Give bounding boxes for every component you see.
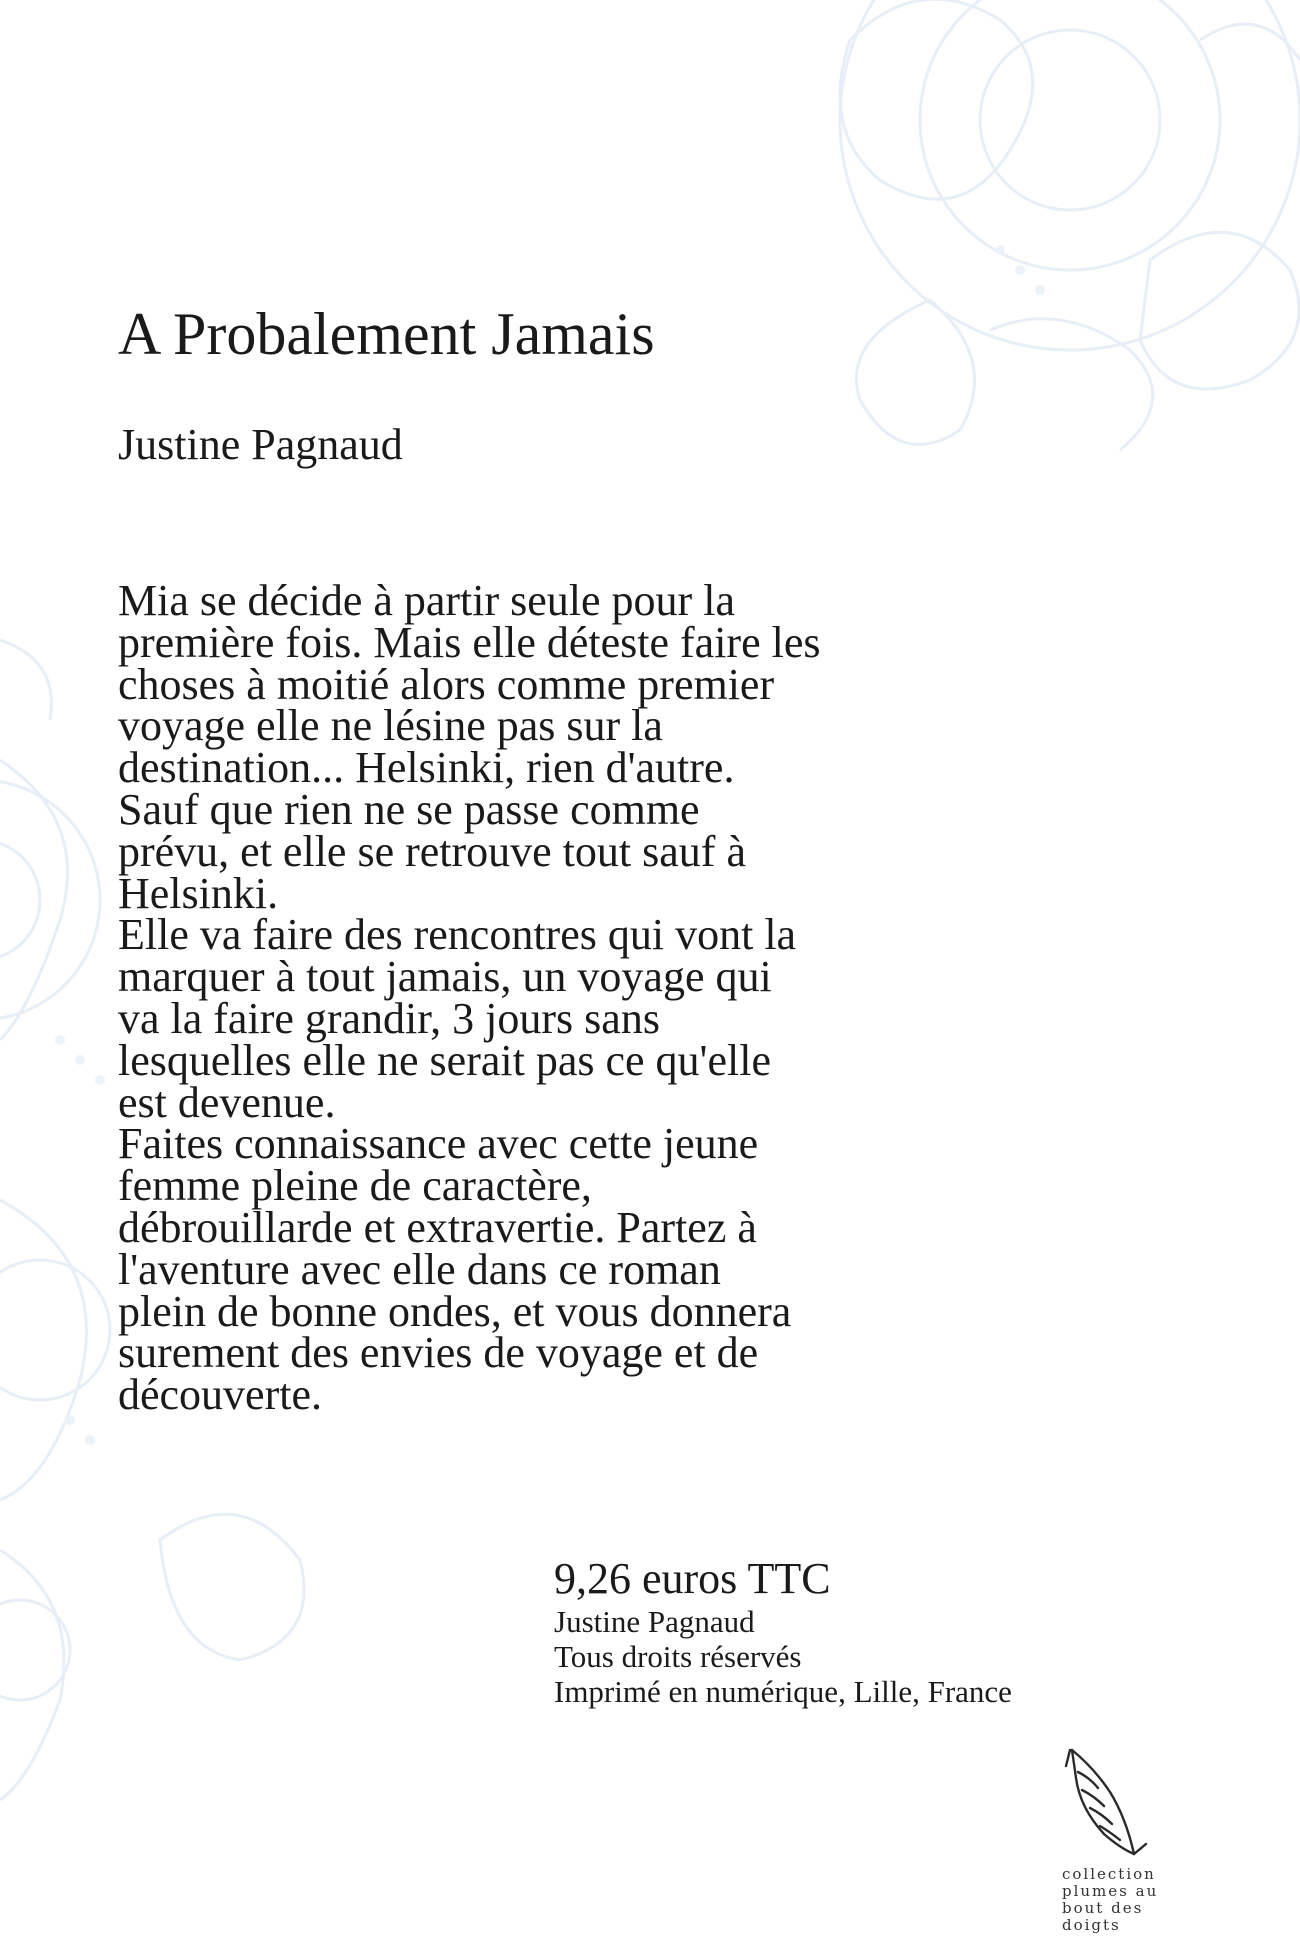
blurb-line: choses à moitié alors comme premier — [118, 659, 775, 709]
blurb-line: plein de bonne ondes, et vous donnera — [118, 1286, 792, 1336]
blurb-line: voyage elle ne lésine pas sur la — [118, 701, 663, 751]
publisher-logo-text — [1062, 1866, 1172, 1934]
blurb-line: marquer à tout jamais, un voyage qui — [118, 952, 772, 1002]
blurb-line: est devenue. — [118, 1077, 336, 1127]
colophon-rights: Tous droits réservés — [554, 1639, 802, 1674]
blurb-line: surement des envies de voyage et de — [118, 1328, 759, 1378]
price-label: 9,26 euros TTC — [554, 1554, 831, 1603]
blurb-line: l'aventure avec elle dans ce roman — [118, 1244, 721, 1294]
blurb-line: découverte. — [118, 1370, 322, 1420]
colophon-printing: Imprimé en numérique, Lille, France — [554, 1674, 1012, 1709]
blurb-line: prévu, et elle se retrouve tout sauf à — [118, 826, 746, 876]
publisher-logo — [1050, 1748, 1170, 1940]
blurb-line: Faites connaissance avec cette jeune — [118, 1119, 759, 1169]
blurb-line: destination... Helsinki, rien d'autre. — [118, 743, 735, 793]
blurb-line: lesquelles elle ne serait pas ce qu'elle — [118, 1035, 771, 1085]
book-author: Justine Pagnaud — [118, 420, 403, 469]
logo-text-line: plumes au — [1062, 1882, 1159, 1900]
back-cover-blurb — [118, 576, 998, 1420]
blurb-line: débrouillarde et extravertie. Partez à — [118, 1202, 757, 1252]
colophon — [554, 1554, 1012, 1709]
logo-text-line: bout des — [1062, 1899, 1144, 1917]
blurb-line: Elle va faire des rencontres qui vont la — [118, 910, 797, 960]
blurb-line: va la faire grandir, 3 jours sans — [118, 993, 660, 1043]
blurb-line: Mia se décide à partir seule pour la — [118, 576, 735, 625]
blurb-line: Sauf que rien ne se passe comme — [118, 784, 700, 834]
logo-text-line: collection — [1062, 1865, 1156, 1883]
blurb-line: première fois. Mais elle déteste faire les — [118, 617, 821, 667]
logo-text-line: doigts — [1062, 1916, 1121, 1934]
blurb-line: femme pleine de caractère, — [118, 1161, 592, 1211]
colophon-author: Justine Pagnaud — [554, 1604, 755, 1639]
book-title: A Probalement Jamais — [118, 301, 655, 367]
blurb-line: Helsinki. — [118, 868, 279, 918]
feather-quill-icon — [1064, 1748, 1156, 1858]
